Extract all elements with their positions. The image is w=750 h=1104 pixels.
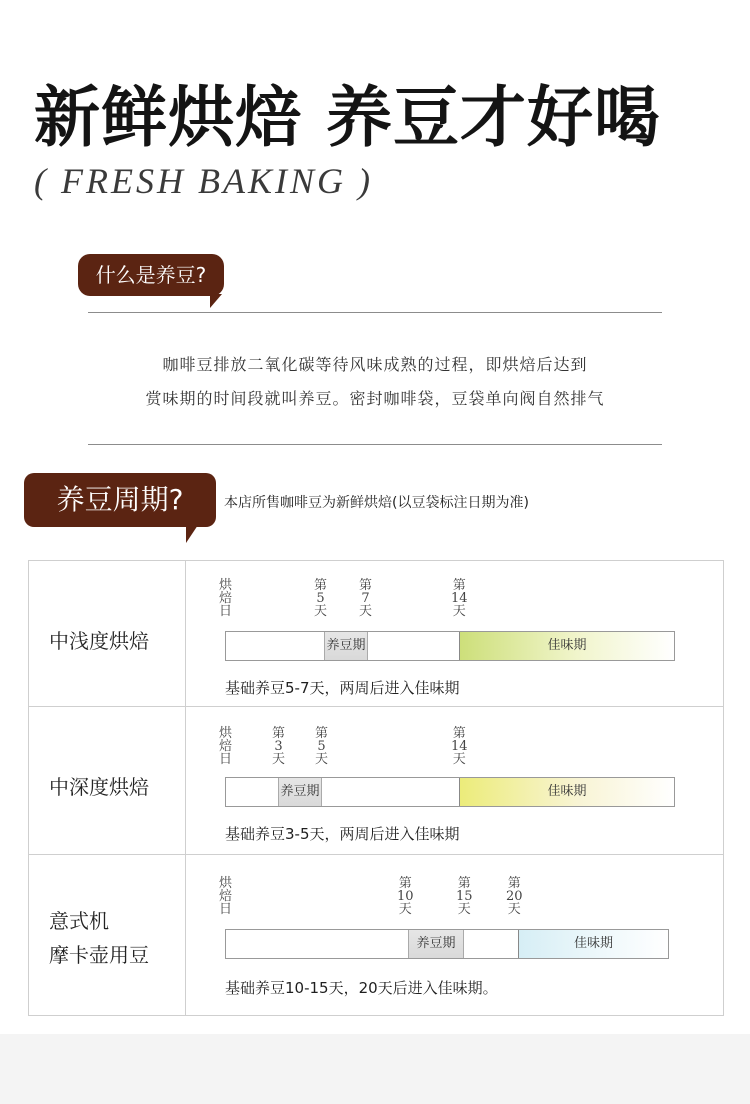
definition-line-2: 赏味期的时间段就叫养豆。密封咖啡袋，豆袋单向阀自然排气	[145, 389, 605, 408]
cycle-label	[24, 473, 216, 527]
footer-band	[0, 1034, 750, 1104]
tick-day: 第 14 天	[451, 726, 468, 767]
tick-roast-day: 烘 焙 日	[219, 876, 233, 917]
tick-day: 第 10 天	[397, 876, 414, 917]
freshness-note: 本店所售咖啡豆为新鲜烘焙(以豆袋标注日期为准)	[224, 495, 529, 511]
peak-period-segment: 佳味期	[459, 778, 674, 806]
timeline-bar	[225, 631, 675, 661]
divider-top	[88, 312, 662, 313]
timeline-bar	[225, 777, 675, 807]
tick-roast-day: 烘 焙 日	[219, 726, 233, 767]
table-row-divider	[29, 706, 723, 707]
definition-line-1: 咖啡豆排放二氧化碳等待风味成熟的过程，即烘焙后达到	[162, 355, 588, 374]
row-label-moka: 摩卡壶用豆	[49, 943, 149, 967]
rest-period-segment: 养豆期	[324, 632, 368, 660]
what-is-label-text: 什么是养豆?	[95, 263, 207, 287]
tick-day: 第 15 天	[456, 876, 473, 917]
table-row-divider	[29, 854, 723, 855]
what-is-label	[78, 254, 224, 296]
row-caption: 基础养豆5-7天，两周后进入佳味期	[225, 679, 460, 697]
row-label-espresso: 意式机	[49, 909, 109, 933]
tick-roast-day: 烘 焙 日	[219, 578, 233, 619]
row-label-light-medium: 中浅度烘焙	[49, 629, 149, 653]
tick-day: 第 7 天	[359, 578, 373, 619]
bubble-tail	[186, 525, 198, 543]
tick-day: 第 14 天	[451, 578, 468, 619]
tick-day: 第 5 天	[315, 726, 329, 767]
row-label-medium-dark: 中深度烘焙	[49, 775, 149, 799]
table-column-divider	[185, 561, 186, 1015]
page-subtitle: ( FRESH BAKING )	[34, 161, 373, 201]
timeline-bar	[225, 929, 669, 959]
peak-period-segment: 佳味期	[459, 632, 674, 660]
page-title: 新鲜烘焙 养豆才好喝	[34, 79, 661, 156]
rest-period-segment: 养豆期	[408, 930, 464, 958]
cycle-label-text: 养豆周期?	[56, 483, 184, 516]
peak-period-segment: 佳味期	[518, 930, 668, 958]
bubble-tail	[210, 294, 222, 308]
row-caption: 基础养豆10-15天，20天后进入佳味期。	[225, 979, 498, 997]
rest-period-segment: 养豆期	[278, 778, 322, 806]
tick-day: 第 20 天	[506, 876, 523, 917]
row-caption: 基础养豆3-5天，两周后进入佳味期	[225, 825, 460, 843]
tick-day: 第 5 天	[314, 578, 328, 619]
divider-bottom	[88, 444, 662, 445]
tick-day: 第 3 天	[272, 726, 286, 767]
rest-cycle-table	[28, 560, 724, 1016]
